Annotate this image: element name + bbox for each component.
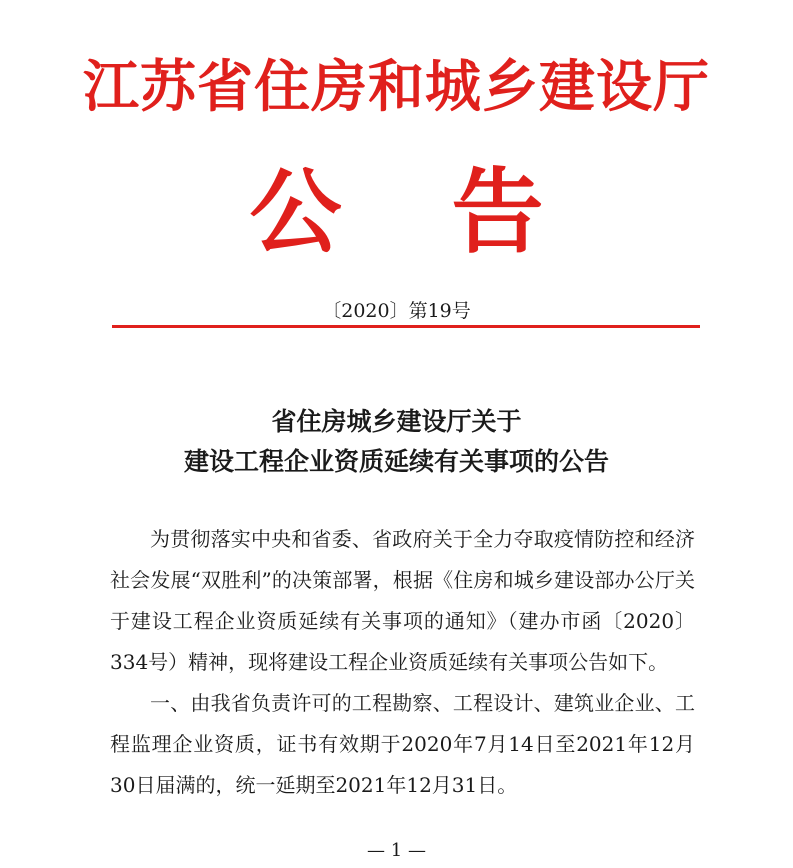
page-number: — 1 — — [367, 840, 426, 861]
title-line-2: 建设工程企业资质延续有关事项的公告 — [183, 447, 609, 476]
document-body — [110, 519, 695, 806]
title-line-1: 省住房城乡建设厅关于 — [271, 407, 522, 436]
issuing-authority: 江苏省住房和城乡建设厅 — [83, 55, 710, 120]
document-title — [0, 402, 793, 482]
document-number: 〔2020〕第19号 — [322, 300, 471, 322]
notice-char-2: 告 — [451, 159, 544, 266]
notice-heading — [0, 158, 793, 268]
red-divider — [112, 325, 700, 328]
notice-char-1: 公 — [249, 159, 342, 266]
body-paragraph: 为贯彻落实中央和省委、省政府关于全力夺取疫情防控和经济社会发展“双胜利”的决策部署，根据《住房和城乡建设部办公厅关于建设工程企业资质延续有关事项的通知》（建办市函〔2020〕334号）精神，现将建设工程企业资质延续有关事项公告如下。 — [110, 527, 695, 674]
body-paragraph: 一、由我省负责许可的工程勘察、工程设计、建筑业企业、工程监理企业资质，证书有效期于2020年7月14日至2021年12月30日届满的，统一延期至2021年12月31日。 — [110, 691, 695, 797]
